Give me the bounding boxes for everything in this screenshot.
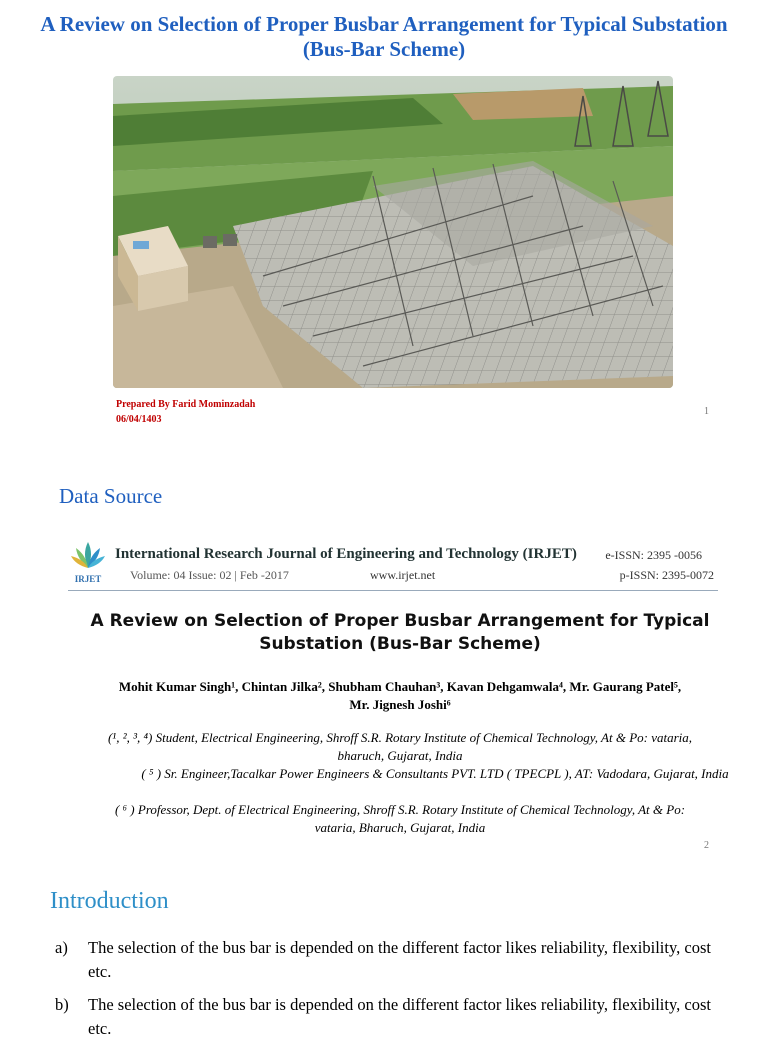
list-item — [55, 993, 735, 1041]
list-marker: a) — [55, 938, 68, 957]
journal-header — [68, 540, 718, 591]
paper-authors: Mohit Kumar Singh¹, Chintan Jilka², Shubham Chauhan³, Kavan Dehgamwala⁴, Mr. Gaurang Patel⁵, Mr. Jignesh Joshi⁶ — [118, 679, 682, 712]
paper-title: A Review on Selection of Proper Busbar Arrangement for Typical Substation (Bus-Bar Scheme) — [90, 611, 710, 654]
prepared-by-block — [116, 397, 255, 427]
list-item — [55, 936, 735, 984]
journal-p-issn: p-ISSN: 2395-0072 — [619, 568, 714, 582]
prepared-date: 06/04/1403 — [116, 414, 162, 425]
introduction-heading: Introduction — [50, 888, 169, 914]
list-item-text: The selection of the bus bar is depended on the different factor likes reliability, flexibility, cost etc. — [88, 938, 711, 981]
irjet-logo-text: IRJET — [74, 574, 102, 584]
data-source-heading: Data Source — [59, 484, 163, 508]
list-marker: b) — [55, 995, 69, 1014]
list-item-text: The selection of the bus bar is depended on the different factor likes reliability, flexibility, cost etc. — [88, 995, 711, 1038]
journal-name: International Research Journal of Engineering and Technology (IRJET) — [115, 546, 577, 562]
journal-volume: Volume: 04 Issue: 02 | Feb -2017 — [130, 568, 289, 582]
affiliation-3: ( ⁶ ) Professor, Dept. of Electrical Engineering, Shroff S.R. Rotary Institute of Chemical Technology, At & Po: vataria, Bharuch, Gujarat, India — [114, 802, 686, 835]
affiliation-1: (¹, ², ³, ⁴) Student, Electrical Engineering, Shroff S.R. Rotary Institute of Chemical Technology, At & Po: vataria, bharuch, Gujarat, India — [107, 730, 693, 763]
journal-e-issn: e-ISSN: 2395 -0056 — [605, 548, 702, 562]
page-number: 1 — [704, 406, 709, 417]
page-number: 2 — [704, 840, 709, 851]
substation-aerial-photo — [113, 76, 673, 388]
journal-url: www.irjet.net — [370, 568, 436, 582]
slide-title: A Review on Selection of Proper Busbar Arrangement for Typical Substation (Bus-Bar Scheme) — [40, 12, 728, 61]
affiliation-2: ( ⁵ ) Sr. Engineer,Tacalkar Power Engineers & Consultants PVT. LTD ( TPECPL ), AT: Vadodara, Gujarat, India — [141, 766, 729, 781]
prepared-by-name: Prepared By Farid Mominzadah — [116, 399, 256, 410]
irjet-logo — [68, 540, 108, 586]
